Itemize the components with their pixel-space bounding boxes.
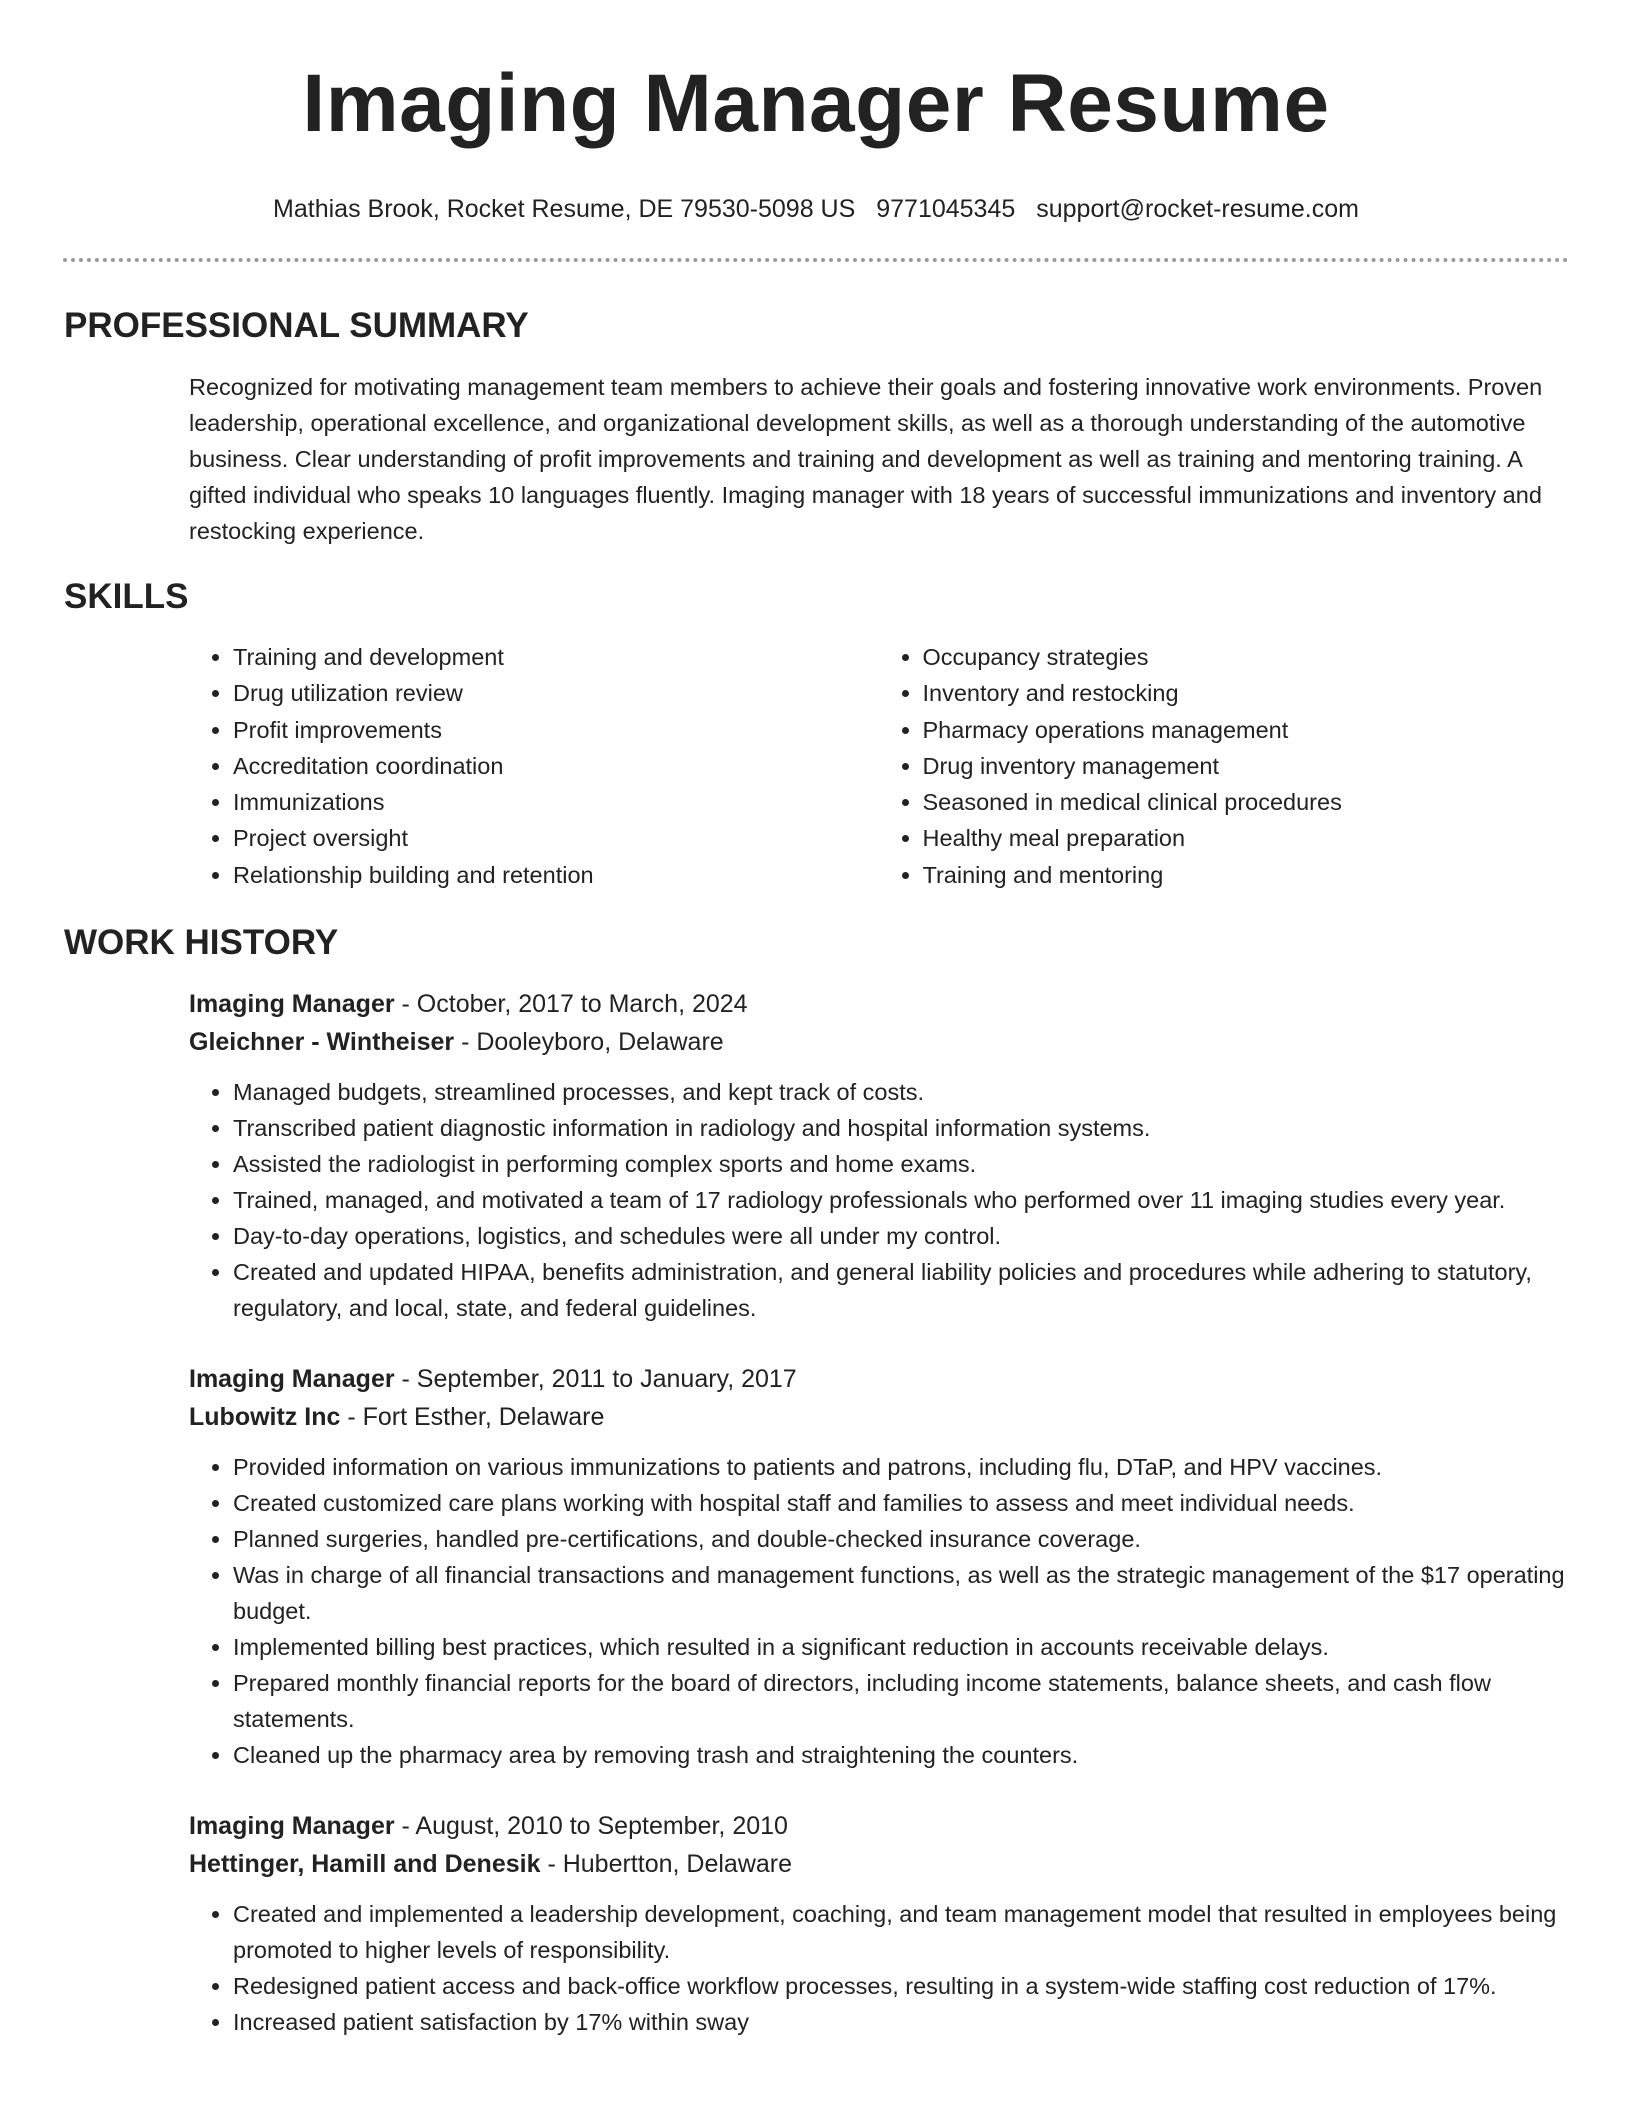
contact-address: Mathias Brook, Rocket Resume, DE 79530-5098 US bbox=[273, 195, 856, 223]
job-location: - Dooleyboro, Delaware bbox=[454, 1028, 724, 1057]
job-bullet: • Was in charge of all financial transactions and management functions, as well as the strategic management of the $17 operating budget. bbox=[233, 1557, 1568, 1629]
job-bullet: • Managed budgets, streamlined processes, and kept track of costs. bbox=[233, 1074, 1568, 1110]
skill-item: • Inventory and restocking bbox=[923, 675, 1569, 711]
job-title-line bbox=[189, 1360, 1568, 1398]
header-divider bbox=[63, 258, 1569, 262]
skills-column-right bbox=[879, 639, 1569, 893]
job-bullet: • Created customized care plans working with hospital staff and families to assess and meet individual needs. bbox=[233, 1485, 1568, 1521]
contact-email: support@rocket-resume.com bbox=[1036, 195, 1359, 223]
job-title-line bbox=[189, 1807, 1568, 1845]
job-location: - Fort Esther, Delaware bbox=[340, 1403, 605, 1432]
skill-item: • Training and mentoring bbox=[923, 857, 1569, 893]
job-bullet: • Transcribed patient diagnostic information in radiology and hospital information systems. bbox=[233, 1110, 1568, 1146]
resume-title: Imaging Manager Resume bbox=[302, 58, 1330, 149]
job-company: Gleichner - Wintheiser bbox=[189, 1028, 455, 1057]
job-title: Imaging Manager bbox=[189, 1365, 395, 1394]
skill-item: • Occupancy strategies bbox=[923, 639, 1569, 675]
job-entry bbox=[189, 985, 1568, 1326]
job-bullet: • Created and implemented a leadership development, coaching, and team management model that resulted in employees being promoted to higher levels of responsibility. bbox=[233, 1896, 1568, 1968]
job-location: - Hubertton, Delaware bbox=[540, 1850, 793, 1879]
job-entry bbox=[189, 1807, 1568, 2040]
job-company-line bbox=[189, 1398, 1568, 1436]
job-bullets bbox=[189, 1074, 1568, 1326]
summary-heading: PROFESSIONAL SUMMARY bbox=[64, 306, 529, 345]
contact-phone: 9771045345 bbox=[876, 195, 1016, 223]
skill-item: • Project oversight bbox=[233, 820, 879, 856]
job-bullet: • Provided information on various immunizations to patients and patrons, including flu, DTaP, and HPV vaccines. bbox=[233, 1449, 1568, 1485]
job-bullets bbox=[189, 1449, 1568, 1773]
job-bullet: • Increased patient satisfaction by 17% within sway bbox=[233, 2004, 1568, 2040]
job-title: Imaging Manager bbox=[189, 990, 395, 1019]
contact-line bbox=[0, 193, 1632, 225]
job-entry bbox=[189, 1360, 1568, 1773]
skills-column-left bbox=[189, 639, 879, 893]
job-bullet: • Prepared monthly financial reports for the board of directors, including income statements, balance sheets, and cash flow statements. bbox=[233, 1665, 1568, 1737]
skill-item: • Healthy meal preparation bbox=[923, 820, 1569, 856]
skill-item: • Profit improvements bbox=[233, 712, 879, 748]
skill-item: • Seasoned in medical clinical procedures bbox=[923, 784, 1569, 820]
job-bullet: • Planned surgeries, handled pre-certifications, and double-checked insurance coverage. bbox=[233, 1521, 1568, 1557]
job-bullet: • Created and updated HIPAA, benefits administration, and general liability policies and procedures while adhering to statutory, regulatory, and local, state, and federal guidelines. bbox=[233, 1254, 1568, 1326]
skills-list bbox=[189, 639, 1568, 893]
skills-heading: SKILLS bbox=[64, 577, 189, 616]
job-company: Lubowitz Inc bbox=[189, 1403, 341, 1432]
job-dates: - August, 2010 to September, 2010 bbox=[394, 1812, 788, 1841]
job-bullets bbox=[189, 1896, 1568, 2040]
skill-item: • Accreditation coordination bbox=[233, 748, 879, 784]
job-company-line bbox=[189, 1845, 1568, 1883]
job-bullet: • Cleaned up the pharmacy area by removing trash and straightening the counters. bbox=[233, 1737, 1568, 1773]
skill-item: • Drug utilization review bbox=[233, 675, 879, 711]
job-bullet: • Assisted the radiologist in performing complex sports and home exams. bbox=[233, 1146, 1568, 1182]
job-bullet: • Redesigned patient access and back-office workflow processes, resulting in a system-wide staffing cost reduction of 17%. bbox=[233, 1968, 1568, 2004]
job-dates: - October, 2017 to March, 2024 bbox=[394, 990, 748, 1019]
skill-item: • Drug inventory management bbox=[923, 748, 1569, 784]
job-bullet: • Day-to-day operations, logistics, and schedules were all under my control. bbox=[233, 1218, 1568, 1254]
job-company-line bbox=[189, 1023, 1568, 1061]
job-title: Imaging Manager bbox=[189, 1812, 395, 1841]
skill-item: • Pharmacy operations management bbox=[923, 712, 1569, 748]
summary-text: Recognized for motivating management team members to achieve their goals and fostering innovative work environments. Proven leadership, operational excellence, and organizational development skills, as well as a thorough understanding of the automotive business. Clear understanding of profit improvements and training and development as well as training and mentoring training. A gifted individual who speaks 10 languages fluently. Imaging manager with 18 years of successful immunizations and inventory and restocking experience. bbox=[189, 374, 1543, 544]
job-dates: - September, 2011 to January, 2017 bbox=[394, 1365, 797, 1394]
job-title-line bbox=[189, 985, 1568, 1023]
job-bullet: • Implemented billing best practices, which resulted in a significant reduction in accounts receivable delays. bbox=[233, 1629, 1568, 1665]
skill-item: • Relationship building and retention bbox=[233, 857, 879, 893]
work-history-heading: WORK HISTORY bbox=[64, 923, 339, 963]
job-bullet: • Trained, managed, and motivated a team of 17 radiology professionals who performed over 11 imaging studies every year. bbox=[233, 1182, 1568, 1218]
job-company: Hettinger, Hamill and Denesik bbox=[189, 1850, 541, 1879]
skill-item: • Immunizations bbox=[233, 784, 879, 820]
skill-item: • Training and development bbox=[233, 639, 879, 675]
